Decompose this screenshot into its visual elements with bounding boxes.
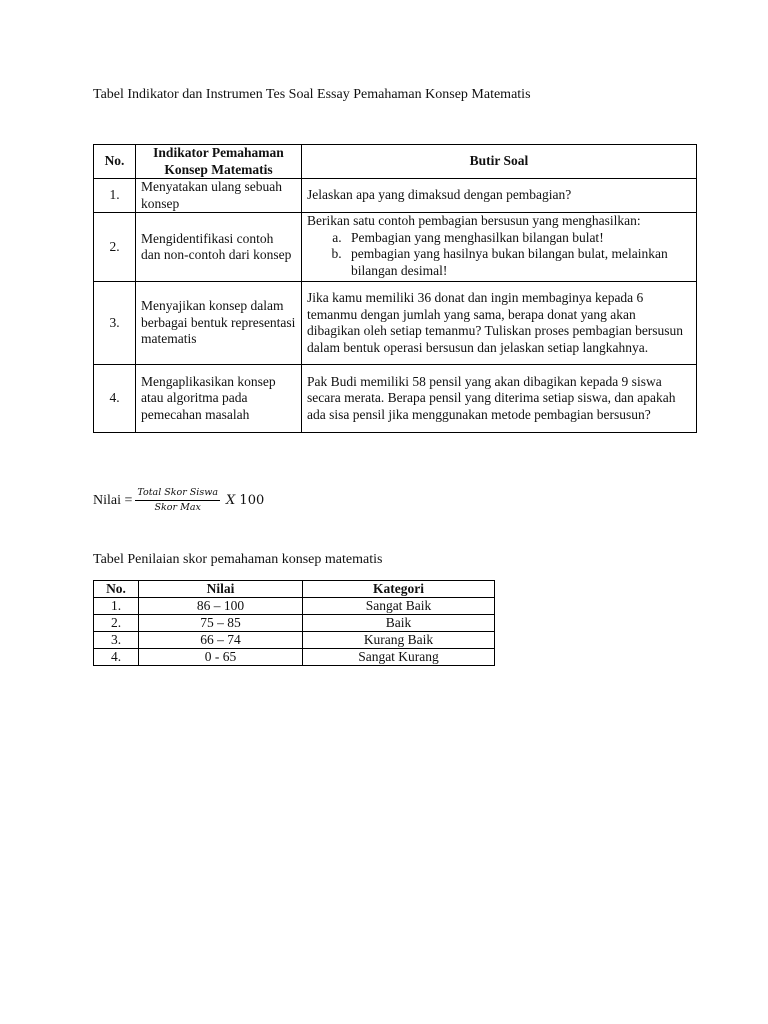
question-sublist xyxy=(307,230,691,280)
indicator-text: Menyajikan konsep dalam berbagai bentuk representasi matematis xyxy=(136,282,302,365)
table-row xyxy=(94,615,495,632)
row-number: 4. xyxy=(94,649,139,666)
row-number: 1. xyxy=(94,179,136,213)
formula-numerator: Total Skor Siswa xyxy=(135,487,220,501)
score-table-title: Tabel Penilaian skor pemahaman konsep matematis xyxy=(93,552,383,567)
header-no: No. xyxy=(94,581,139,598)
score-range: 75 – 85 xyxy=(139,615,303,632)
table-row xyxy=(94,179,697,213)
indicator-text: Mengaplikasikan konsep atau algoritma pada pemecahan masalah xyxy=(136,365,302,433)
document-title: Tabel Indikator dan Instrumen Tes Soal Essay Pemahaman Konsep Matematis xyxy=(93,87,531,102)
indicator-table xyxy=(93,144,697,433)
category-label: Baik xyxy=(303,615,495,632)
score-range: 66 – 74 xyxy=(139,632,303,649)
table-row xyxy=(94,598,495,615)
header-nilai: Nilai xyxy=(139,581,303,598)
formula-fraction xyxy=(135,487,220,514)
table-header-row xyxy=(94,145,697,179)
row-number: 3. xyxy=(94,632,139,649)
row-number: 1. xyxy=(94,598,139,615)
row-number: 3. xyxy=(94,282,136,365)
table-row xyxy=(94,213,697,282)
table-row xyxy=(94,365,697,433)
header-butir-soal: Butir Soal xyxy=(302,145,697,179)
header-indikator: Indikator Pemahaman Konsep Matematis xyxy=(136,145,302,179)
category-label: Kurang Baik xyxy=(303,632,495,649)
formula-multiplier-value: 100 xyxy=(239,493,265,508)
table-row xyxy=(94,632,495,649)
table-header-row xyxy=(94,581,495,598)
question-intro: Berikan satu contoh pembagian bersusun yang menghasilkan: xyxy=(307,213,641,228)
indicator-text: Menyatakan ulang sebuah konsep xyxy=(136,179,302,213)
formula-denominator: Skor Max xyxy=(154,502,201,513)
row-number: 2. xyxy=(94,213,136,282)
score-range: 86 – 100 xyxy=(139,598,303,615)
question-text: Pak Budi memiliki 58 pensil yang akan dibagikan kepada 9 siswa secara merata. Berapa pensil yang diterima setiap siswa, dan apakah ada sisa pensil jika menggunakan metode pembagian bersusun? xyxy=(302,365,697,433)
table-row xyxy=(94,649,495,666)
indicator-text: Mengidentifikasi contoh dan non-contoh dari konsep xyxy=(136,213,302,282)
formula-multiplier xyxy=(226,493,264,508)
header-kategori: Kategori xyxy=(303,581,495,598)
score-range: 0 - 65 xyxy=(139,649,303,666)
question-text: Jika kamu memiliki 36 donat dan ingin membaginya kepada 6 temanmu dengan jumlah yang sama, berapa donat yang akan dibagikan oleh setiap temanmu? Tuliskan proses pembagian bersusun dalam bentuk operasi bersusun dan jelaskan setiap langkahnya. xyxy=(302,282,697,365)
category-label: Sangat Kurang xyxy=(303,649,495,666)
score-formula xyxy=(93,487,264,514)
formula-lhs: Nilai = xyxy=(93,492,133,508)
question-cell xyxy=(302,213,697,282)
category-label: Sangat Baik xyxy=(303,598,495,615)
list-item: a. Pembagian yang menghasilkan bilangan bulat! xyxy=(345,230,691,247)
question-text: Jelaskan apa yang dimaksud dengan pembagian? xyxy=(302,179,697,213)
row-number: 4. xyxy=(94,365,136,433)
header-no: No. xyxy=(94,145,136,179)
formula-multiply-symbol: X xyxy=(226,493,236,508)
row-number: 2. xyxy=(94,615,139,632)
list-item: b. pembagian yang hasilnya bukan bilangan bulat, melainkan bilangan desimal! xyxy=(345,246,691,279)
table-row xyxy=(94,282,697,365)
score-category-table xyxy=(93,580,495,666)
